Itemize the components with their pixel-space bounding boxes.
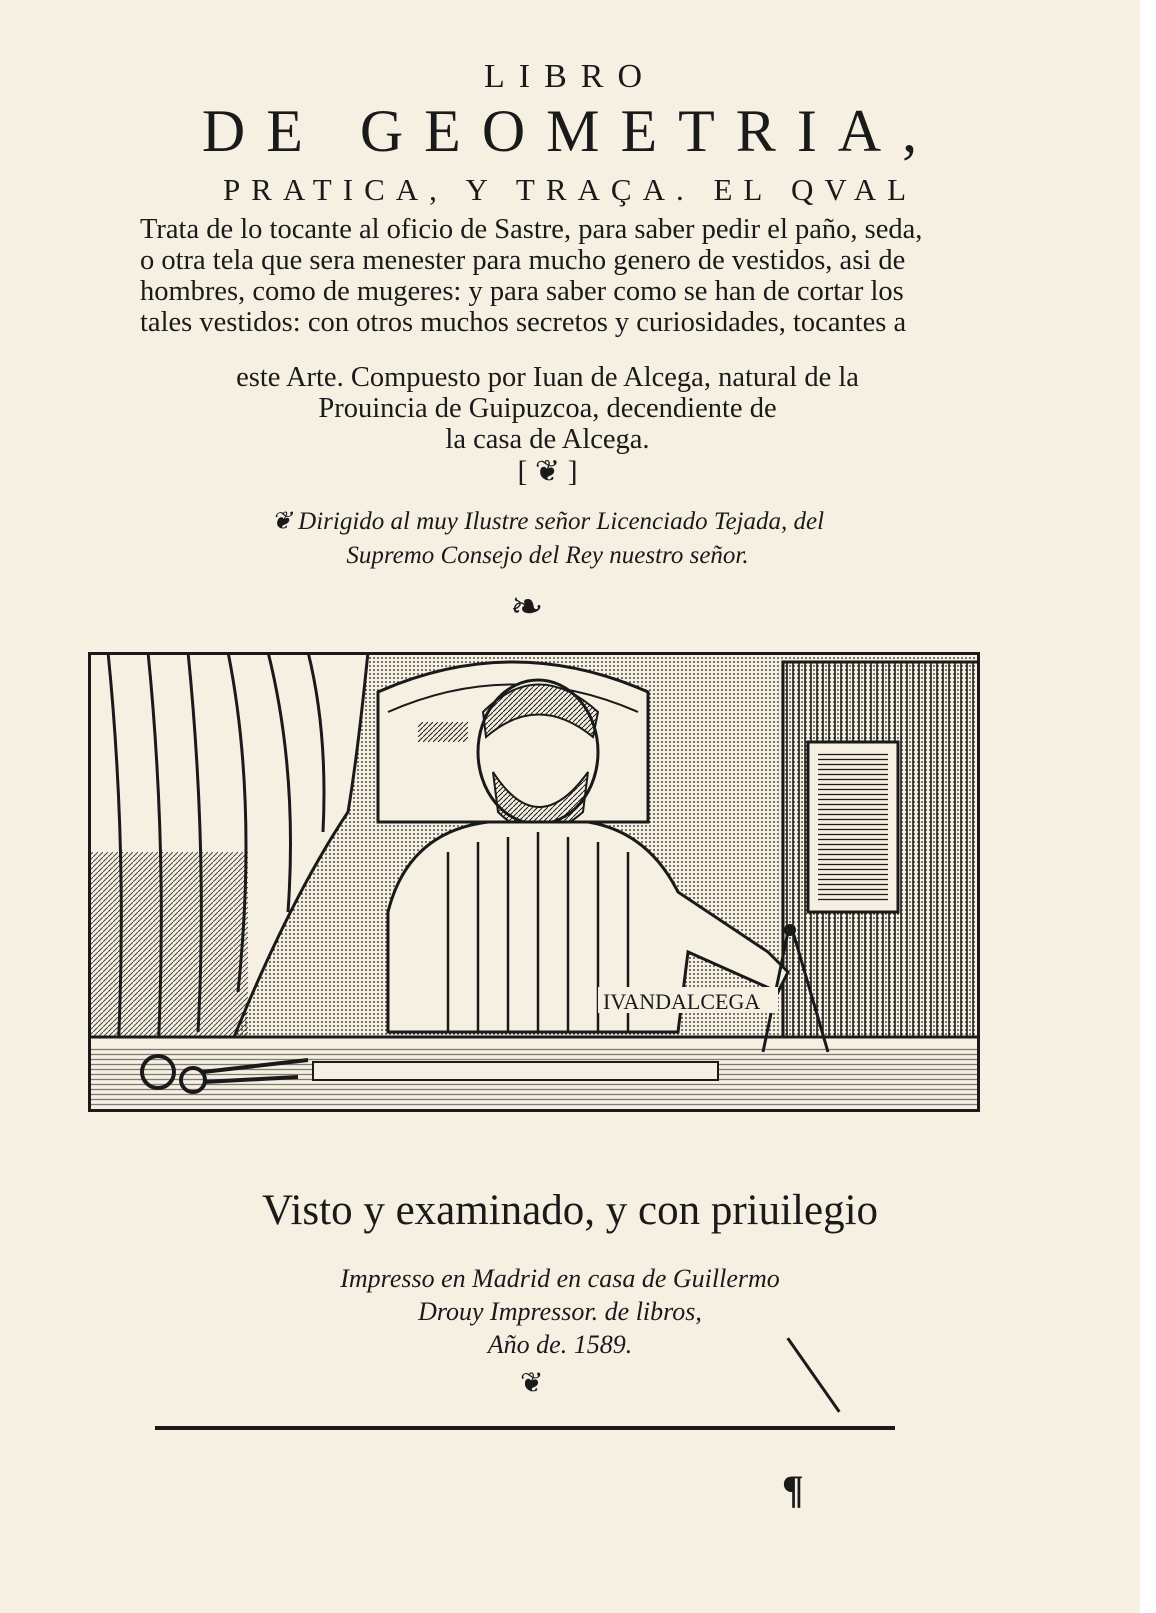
centered-line: este Arte. Compuesto por Iuan de Alcega, natural de la xyxy=(236,362,859,393)
woodcut-portrait xyxy=(88,652,980,1112)
imprint-line-2: Drouy Impressor. de libros, xyxy=(418,1297,702,1326)
catchword: ¶ xyxy=(782,1467,804,1512)
horizontal-rule xyxy=(155,1426,895,1430)
title-line-2: DE GEOMETRIA, xyxy=(201,98,939,164)
dedication-line-1: ❦ Dirigido al muy Ilustre señor Licenciado Tejada, del xyxy=(270,508,825,535)
end-ornament-icon: ❦ xyxy=(520,1368,544,1399)
imprint-line-3: Año de. 1589. xyxy=(487,1330,633,1359)
imprint-line-1: Impresso en Madrid en casa de Guillermo xyxy=(340,1264,780,1293)
woodcut-inscription: IVANDALCEGA xyxy=(603,989,761,1014)
description-paragraph xyxy=(140,214,955,338)
body-line: o otra tela que sera menester para mucho genero de vestidos, asi de xyxy=(140,245,906,276)
body-line: Trata de lo tocante al oficio de Sastre, para saber pedir el paño, seda, xyxy=(140,214,923,245)
bracket-ornament: [ ❦ ] xyxy=(517,455,578,488)
dedication-line-2: Supremo Consejo del Rey nuestro señor. xyxy=(346,542,749,569)
body-line: tales vestidos: con otros muchos secretos y curiosidades, tocantes a xyxy=(140,307,907,338)
centered-line: Prouincia de Guipuzcoa, decendiente de xyxy=(318,393,777,424)
body-line: hombres, como de mugeres: y para saber como se han de cortar los xyxy=(140,276,904,307)
title-line-1: LIBRO xyxy=(484,58,656,95)
privilege-line: Visto y examinado, y con priuilegio xyxy=(261,1187,879,1234)
leaf-ornament-icon: ❧ xyxy=(510,584,544,629)
title-line-3: PRATICA, Y TRAÇA. EL QVAL xyxy=(222,172,918,207)
imprint xyxy=(240,1262,880,1361)
centered-line: la casa de Alcega. xyxy=(445,424,650,455)
dedication xyxy=(140,505,955,573)
